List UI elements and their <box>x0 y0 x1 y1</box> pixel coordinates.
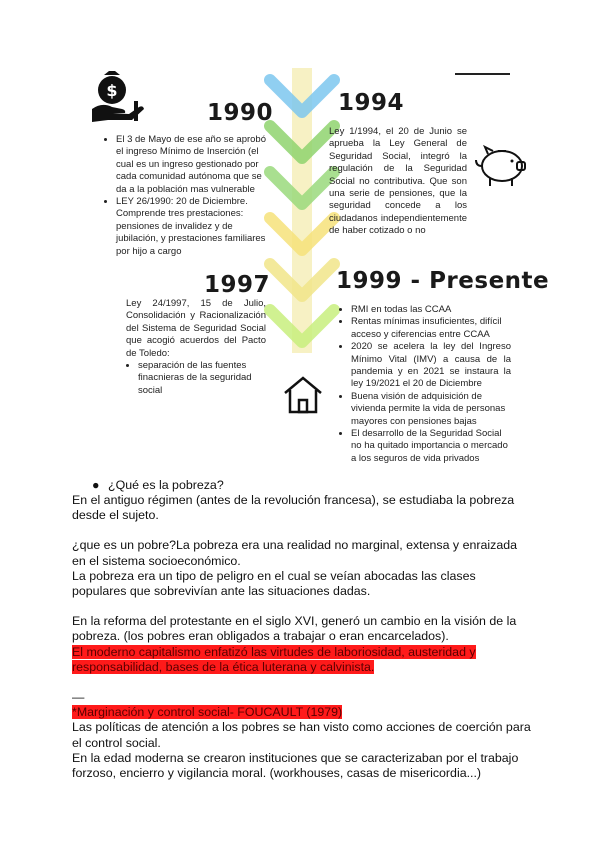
list-item: • LEY 26/1990: 20 de Diciembre. Comprende tres prestaciones: pensiones de invalidez y de jubilación, y prestaciones familiares por hijo a cargo <box>116 196 272 258</box>
bullet-text: ¿Qué es la pobreza? <box>108 478 224 492</box>
bullet-dot: ● <box>92 478 100 492</box>
paragraph-antiguo-regimen: En el antiguo régimen (antes de la revolución francesa), se estudiaba la pobreza desde el sujeto. <box>72 493 515 523</box>
money-hand-icon <box>88 71 146 123</box>
year-1994: 1994 <box>338 90 405 116</box>
paragraph-peligro: La pobreza era un tipo de peligro en el cual se veían abocadas las clases populares que sobrevivían ante las situaciones dadas. <box>72 568 476 599</box>
list-item: • Buena visión de adquisición de vivienda permite la vida de personas mayores con pensiones bajas <box>351 391 511 428</box>
top-rule <box>455 73 510 75</box>
list-item: • 2020 se acelera la ley del Ingreso Mínimo Vital (IMV) a causa de la pandemia y en 2021 se instaura la ley 19/2021 el 20 de Diciembre <box>351 341 511 391</box>
bullet-que-es-la-pobreza <box>92 478 532 493</box>
highlight-capitalismo: El moderno capitalismo enfatizó las virtudes de laboriosidad, austeridad y responsabilidad, bases de la ética luterana y calvinista. <box>72 644 476 674</box>
list-item: • separación de las fuentes finacnieras de la seguridad social <box>138 360 266 397</box>
paragraph-reforma: En la reforma del protestante en el siglo XVI, generó un cambio en la visión de la pobreza. (los pobres eran obligados a trabajar o eran encarcelados). <box>72 614 517 644</box>
paragraph-politicas: Las políticas de atención a los pobres se han visto como acciones de coerción para el control social. <box>72 720 531 750</box>
block-1999 <box>339 304 511 465</box>
text-1994: Ley 1/1994, el 20 de Junio se aprueba la Ley General de Seguridad Social, integró la regulación de la Seguridad Social no contributiva. Que son una serie de pensiones, que la seguridad concede a los ciudadanos independientemente de haber cotizado o no <box>329 126 467 237</box>
notes-body <box>72 493 532 781</box>
piggy-bank-icon <box>472 140 534 190</box>
list-item: • El 3 de Mayo de ese año se aprobó el ingreso Mínimo de Inserción (el cual es un ingreso gestionado por cada comunidad autónoma que se da a la población mas vulnerable <box>116 134 272 196</box>
dollar-sign: $ <box>106 81 118 100</box>
dash-separator: — <box>72 690 85 705</box>
list-item: • Rentas mínimas insuficientes, difícil acceso y ciferencias entre CCAA <box>351 316 511 341</box>
year-1990: 1990 <box>207 100 274 126</box>
paragraph-que-es-un-pobre: ¿que es un pobre?La pobreza era una realidad no marginal, extensa y enraizada en el sistema socioeconómico. <box>72 538 517 568</box>
paragraph-edad-moderna: En la edad moderna se crearon instituciones que se caracterizaban por el trabajo forzoso, encierro y vigilancia moral. (workhouses, casas de misericordia...) <box>72 750 519 781</box>
list-item: • El desarrollo de la Seguridad Social no ha quitado importancia o mercado a los seguros de vida privados <box>351 428 511 465</box>
highlight-foucault: *Marginación y control social- FOUCAULT (1979) <box>72 705 343 720</box>
house-icon <box>282 375 324 415</box>
year-1999-presente: 1999 - Presente <box>336 268 550 294</box>
year-1997: 1997 <box>204 272 271 298</box>
text-1997: Ley 24/1997, 15 de Julio, Consolidación y Racionalización del Sistema de Seguridad Social que acogió acuerdos del Pacto de Toledo: <box>126 298 266 359</box>
list-item: • RMI en todas las CCAA <box>351 304 511 316</box>
block-1990 <box>104 134 272 258</box>
block-1997 <box>126 298 266 397</box>
